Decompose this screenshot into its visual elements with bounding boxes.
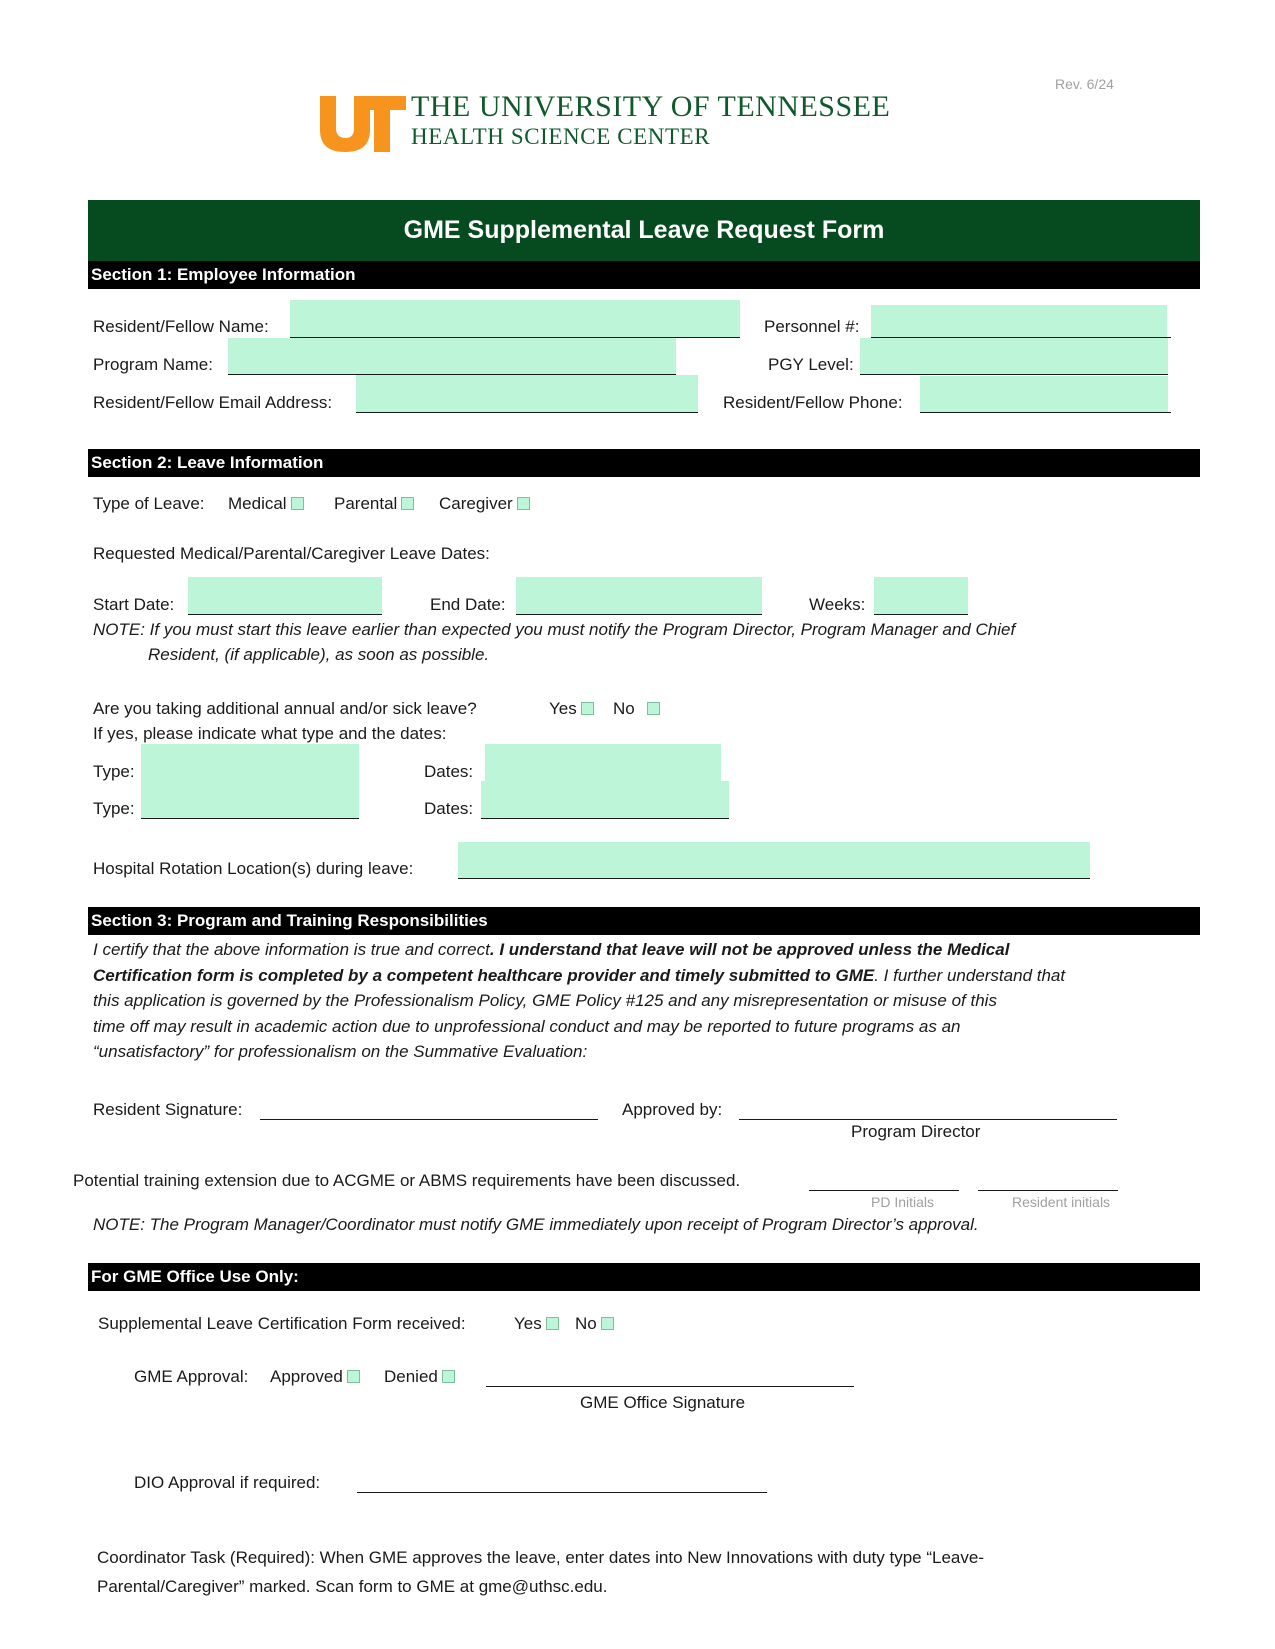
additional-no[interactable] xyxy=(613,699,660,719)
personnel-field[interactable] xyxy=(871,305,1167,339)
cert-line1-a: I certify that the above information is true and correct xyxy=(93,940,490,959)
gme-denied-label: Denied xyxy=(384,1367,438,1386)
pd-initials-caption: PD Initials xyxy=(871,1194,935,1210)
leave-type-parental[interactable] xyxy=(334,494,414,514)
dates-row2-underline xyxy=(481,818,729,819)
revision-label: Rev. 6/24 xyxy=(1055,76,1114,92)
weeks-underline xyxy=(874,614,968,615)
pgy-label: PGY Level: xyxy=(768,355,854,374)
cert-received-yes-checkbox[interactable] xyxy=(546,1317,559,1330)
additional-leave-question: Are you taking additional annual and/or sick leave? xyxy=(93,699,477,718)
coordinator-task-line1: Coordinator Task (Required): When GME approves the leave, enter dates into New Innovations with duty type “Leave- xyxy=(97,1548,984,1567)
section1-heading: Section 1: Employee Information xyxy=(88,261,1200,289)
parental-label: Parental xyxy=(334,494,398,513)
cert-line5: “unsatisfactory” for professionalism on the Summative Evaluation: xyxy=(93,1042,588,1061)
email-field[interactable] xyxy=(356,375,698,413)
approved-by-label: Approved by: xyxy=(622,1100,723,1119)
start-date-label: Start Date: xyxy=(93,595,175,614)
type-row1-field[interactable] xyxy=(141,744,359,782)
additional-yes-checkbox[interactable] xyxy=(581,702,594,715)
type-row2-field[interactable] xyxy=(141,781,359,819)
cert-received-no-checkbox[interactable] xyxy=(601,1317,614,1330)
cert-line3: this application is governed by the Professionalism Policy, GME Policy #125 and any misrepresentation or misuse of this xyxy=(93,991,997,1010)
additional-leave-prompt: If yes, please indicate what type and the dates: xyxy=(93,724,447,743)
name-field[interactable] xyxy=(290,300,740,338)
end-date-label: End Date: xyxy=(430,595,506,614)
caregiver-label: Caregiver xyxy=(439,494,513,513)
medical-label: Medical xyxy=(228,494,287,513)
section2-heading: Section 2: Leave Information xyxy=(88,449,1200,477)
resident-initials-line[interactable] xyxy=(978,1190,1118,1191)
training-extension-text: Potential training extension due to ACGME or ABMS requirements have been discussed. xyxy=(73,1171,741,1190)
resident-signature-line[interactable] xyxy=(260,1119,598,1120)
dates-row1-label: Dates: xyxy=(424,762,474,781)
gme-approved-label: Approved xyxy=(270,1367,343,1386)
additional-yes[interactable] xyxy=(549,699,594,719)
dio-approval-label: DIO Approval if required: xyxy=(134,1473,321,1492)
gme-approved-checkbox[interactable] xyxy=(347,1370,360,1383)
gme-office-signature-caption: GME Office Signature xyxy=(580,1393,746,1412)
gme-office-signature-line[interactable] xyxy=(486,1386,854,1387)
email-label: Resident/Fellow Email Address: xyxy=(93,393,333,412)
caregiver-checkbox[interactable] xyxy=(517,497,530,510)
weeks-label: Weeks: xyxy=(809,595,866,614)
type-row1-label: Type: xyxy=(93,762,135,781)
note-early-start-line2: Resident, (if applicable), as soon as possible. xyxy=(148,645,490,664)
cert-received-yes[interactable] xyxy=(514,1314,559,1334)
dio-approval-line[interactable] xyxy=(357,1492,767,1493)
pgy-field[interactable] xyxy=(860,338,1168,375)
logo-university-name: THE UNIVERSITY OF TENNESSEE xyxy=(411,90,891,123)
pgy-underline xyxy=(860,374,1168,375)
start-date-field[interactable] xyxy=(188,577,382,615)
additional-no-checkbox[interactable] xyxy=(647,702,660,715)
additional-yes-label: Yes xyxy=(549,699,577,718)
dates-row2-label: Dates: xyxy=(424,799,474,818)
cert-received-no[interactable] xyxy=(575,1314,614,1334)
dates-row2-field[interactable] xyxy=(481,781,729,819)
leave-type-caregiver[interactable] xyxy=(439,494,530,514)
cert-line2-a: Certification form is completed by a competent healthcare provider and timely submitted to GME xyxy=(93,965,875,985)
cert-received-label: Supplemental Leave Certification Form received: xyxy=(98,1314,466,1333)
gme-approval-label: GME Approval: xyxy=(134,1367,249,1386)
dates-row1-field[interactable] xyxy=(485,744,721,782)
email-underline xyxy=(356,412,698,413)
hospital-underline xyxy=(458,878,1090,879)
hospital-label: Hospital Rotation Location(s) during leave: xyxy=(93,859,414,878)
section3-heading: Section 3: Program and Training Responsibilities xyxy=(88,907,1200,935)
personnel-label: Personnel #: xyxy=(764,317,860,336)
approved-by-line[interactable] xyxy=(739,1119,1117,1120)
medical-checkbox[interactable] xyxy=(291,497,304,510)
type-row2-label: Type: xyxy=(93,799,135,818)
logo-center-name: HEALTH SCIENCE CENTER xyxy=(411,124,711,149)
parental-checkbox[interactable] xyxy=(401,497,414,510)
program-field[interactable] xyxy=(228,338,676,375)
cert-line2 xyxy=(93,963,1203,989)
leave-type-label: Type of Leave: xyxy=(93,494,205,513)
program-director-caption: Program Director xyxy=(851,1122,981,1141)
ut-logo-icon xyxy=(320,96,406,152)
form-title: GME Supplemental Leave Request Form xyxy=(88,200,1200,261)
phone-label: Resident/Fellow Phone: xyxy=(723,393,903,412)
type-row2-underline xyxy=(141,818,359,819)
pd-initials-line[interactable] xyxy=(809,1190,959,1191)
additional-no-label: No xyxy=(613,699,635,718)
start-date-underline xyxy=(188,614,382,615)
cert-received-yes-label: Yes xyxy=(514,1314,542,1333)
cert-line1 xyxy=(93,937,1203,963)
cert-line1-b: . I understand that leave will not be approved unless the Medical xyxy=(489,940,1010,959)
program-label: Program Name: xyxy=(93,355,213,374)
dates-prompt: Requested Medical/Parental/Caregiver Leave Dates: xyxy=(93,544,490,563)
resident-initials-caption: Resident initials xyxy=(1012,1194,1111,1210)
weeks-field[interactable] xyxy=(874,577,968,615)
phone-underline xyxy=(920,412,1171,413)
certification-text xyxy=(93,937,1203,1065)
phone-field[interactable] xyxy=(920,376,1168,413)
hospital-field[interactable] xyxy=(458,842,1090,879)
resident-signature-label: Resident Signature: xyxy=(93,1100,243,1119)
gme-denied-checkbox[interactable] xyxy=(442,1370,455,1383)
end-date-field[interactable] xyxy=(516,577,762,615)
cert-line4: time off may result in academic action due to unprofessional conduct and may be reported to future programs as an xyxy=(93,1016,961,1036)
office-heading: For GME Office Use Only: xyxy=(88,1263,1200,1291)
note-early-start-line1: NOTE: If you must start this leave earlier than expected you must notify the Program Director, Program Manager and Chief xyxy=(93,620,1016,639)
coordinator-note: NOTE: The Program Manager/Coordinator must notify GME immediately upon receipt of Program Director’s approval. xyxy=(93,1215,979,1234)
gme-approved-option[interactable] xyxy=(270,1367,360,1387)
end-date-underline xyxy=(516,614,762,615)
cert-received-no-label: No xyxy=(575,1314,597,1333)
leave-type-medical[interactable] xyxy=(228,494,304,514)
cert-line2-b: . I further understand that xyxy=(874,965,1066,985)
coordinator-task-line2: Parental/Caregiver” marked. Scan form to GME at gme@uthsc.edu. xyxy=(97,1577,608,1596)
gme-denied-option[interactable] xyxy=(384,1367,455,1387)
name-label: Resident/Fellow Name: xyxy=(93,317,269,336)
